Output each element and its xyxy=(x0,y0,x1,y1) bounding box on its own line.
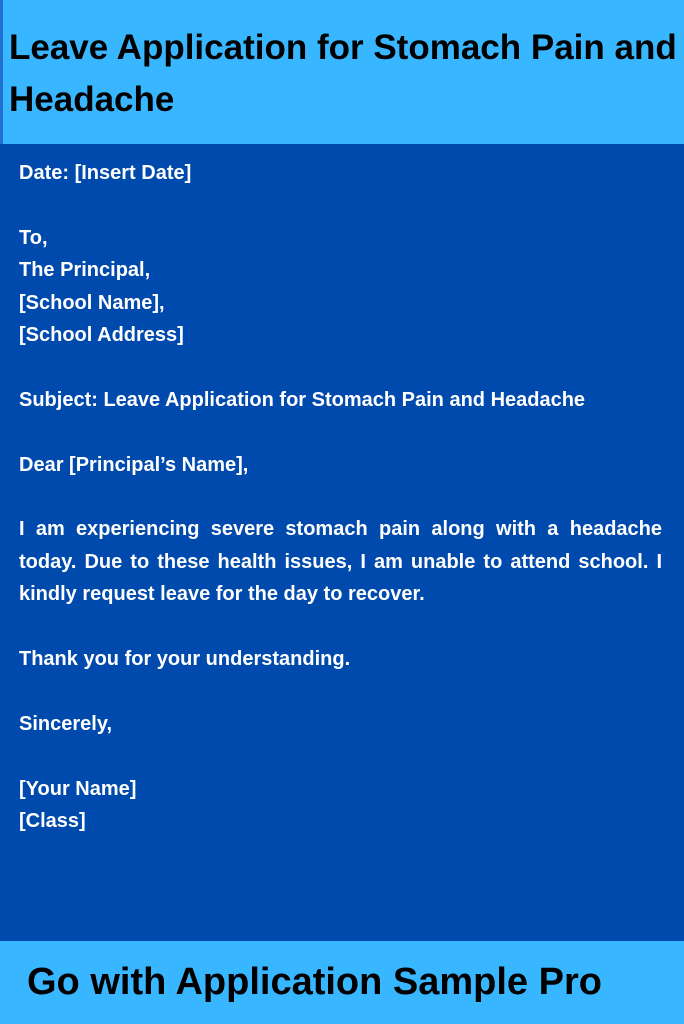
date-line: Date: [Insert Date] xyxy=(19,162,192,184)
closing-line: Sincerely, xyxy=(19,712,113,735)
spacer xyxy=(19,740,662,772)
recipient-line: The Principal, xyxy=(19,259,151,282)
spacer xyxy=(19,416,662,448)
spacer xyxy=(19,189,662,221)
school-name-line: [School Name], xyxy=(19,291,165,314)
body-paragraph: I am experiencing severe stomach pain along with a headache today. Due to these health issues, I am unable to attend school. I kindly request leave for the day to recover. xyxy=(19,518,662,606)
salutation-line: Dear [Principal’s Name], xyxy=(19,453,249,476)
spacer xyxy=(19,611,662,643)
to-line: To, xyxy=(19,226,48,249)
subject-line: Subject: Leave Application for Stomach Pain and Headache xyxy=(19,388,586,411)
footer-banner xyxy=(0,941,684,1024)
header-banner xyxy=(0,0,684,144)
page-title: Leave Application for Stomach Pain and Headache xyxy=(9,28,677,119)
spacer xyxy=(19,351,662,383)
school-address-line: [School Address] xyxy=(19,324,184,347)
spacer xyxy=(19,481,662,513)
letter-body xyxy=(19,157,662,837)
class-line: [Class] xyxy=(19,810,86,833)
thanks-line: Thank you for your understanding. xyxy=(19,648,351,671)
spacer xyxy=(19,675,662,707)
footer-text: Go with Application Sample Pro xyxy=(27,961,602,1003)
your-name-line: [Your Name] xyxy=(19,777,137,800)
